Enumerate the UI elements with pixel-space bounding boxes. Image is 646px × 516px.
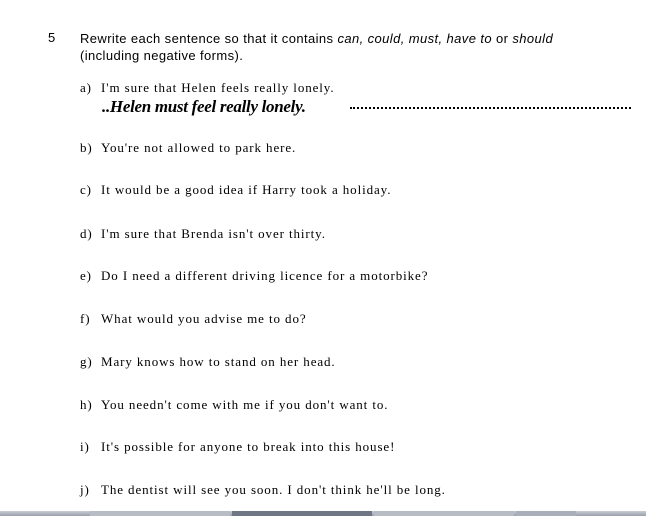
taskbar-button[interactable]: [90, 511, 230, 516]
taskbar-button[interactable]: [516, 511, 576, 516]
item-sentence: The dentist will see you soon. I don't think he'll be long.: [101, 482, 446, 497]
item-letter: a): [80, 80, 92, 95]
item-letter: i): [80, 439, 90, 454]
item-sentence: It would be a good idea if Harry took a holiday.: [101, 182, 392, 197]
exercise-item-b: [80, 140, 296, 156]
exercise-item-i: [80, 439, 395, 455]
item-letter: h): [80, 397, 93, 412]
instruction-text: Rewrite each sentence so that it contains: [80, 31, 338, 46]
exercise-item-c: [80, 182, 391, 198]
taskbar-strip: [0, 511, 646, 516]
item-sentence: It's possible for anyone to break into this house!: [101, 439, 396, 454]
exercise-number: 5: [48, 30, 56, 45]
answer-a: ..Helen must feel really lonely.: [102, 97, 306, 116]
item-letter: f): [80, 311, 91, 326]
item-sentence: You needn't come with me if you don't want to.: [101, 397, 389, 412]
modal-can: can,: [337, 31, 364, 46]
taskbar-button-active[interactable]: [232, 511, 372, 516]
item-sentence: Do I need a different driving licence for a motorbike?: [101, 268, 429, 283]
modal-could: could,: [367, 31, 405, 46]
item-letter: c): [80, 182, 92, 197]
instruction-or: or: [496, 31, 509, 46]
modal-must: must,: [408, 31, 443, 46]
exercise-instruction: [80, 30, 620, 64]
modal-have-to: have to: [446, 31, 492, 46]
item-letter: e): [80, 268, 92, 283]
item-letter: b): [80, 140, 93, 155]
exercise-item-d: [80, 226, 326, 242]
exercise-item-a: [80, 80, 335, 96]
exercise-item-h: [80, 397, 388, 413]
item-sentence: You're not allowed to park here.: [101, 140, 297, 155]
modal-should: should: [512, 31, 554, 46]
answer-dotted-line: [350, 107, 631, 109]
item-sentence: What would you advise me to do?: [101, 311, 307, 326]
taskbar-button[interactable]: [374, 511, 514, 516]
item-sentence: I'm sure that Helen feels really lonely.: [101, 80, 335, 95]
exercise-item-e: [80, 268, 428, 284]
instruction-note: (including negative forms).: [80, 48, 244, 63]
item-sentence: I'm sure that Brenda isn't over thirty.: [101, 226, 326, 241]
item-letter: d): [80, 226, 93, 241]
item-letter: g): [80, 354, 93, 369]
item-sentence: Mary knows how to stand on her head.: [101, 354, 336, 369]
exercise-item-f: [80, 311, 307, 327]
item-letter: j): [80, 482, 90, 497]
exercise-item-j: [80, 482, 446, 498]
exercise-item-g: [80, 354, 336, 370]
